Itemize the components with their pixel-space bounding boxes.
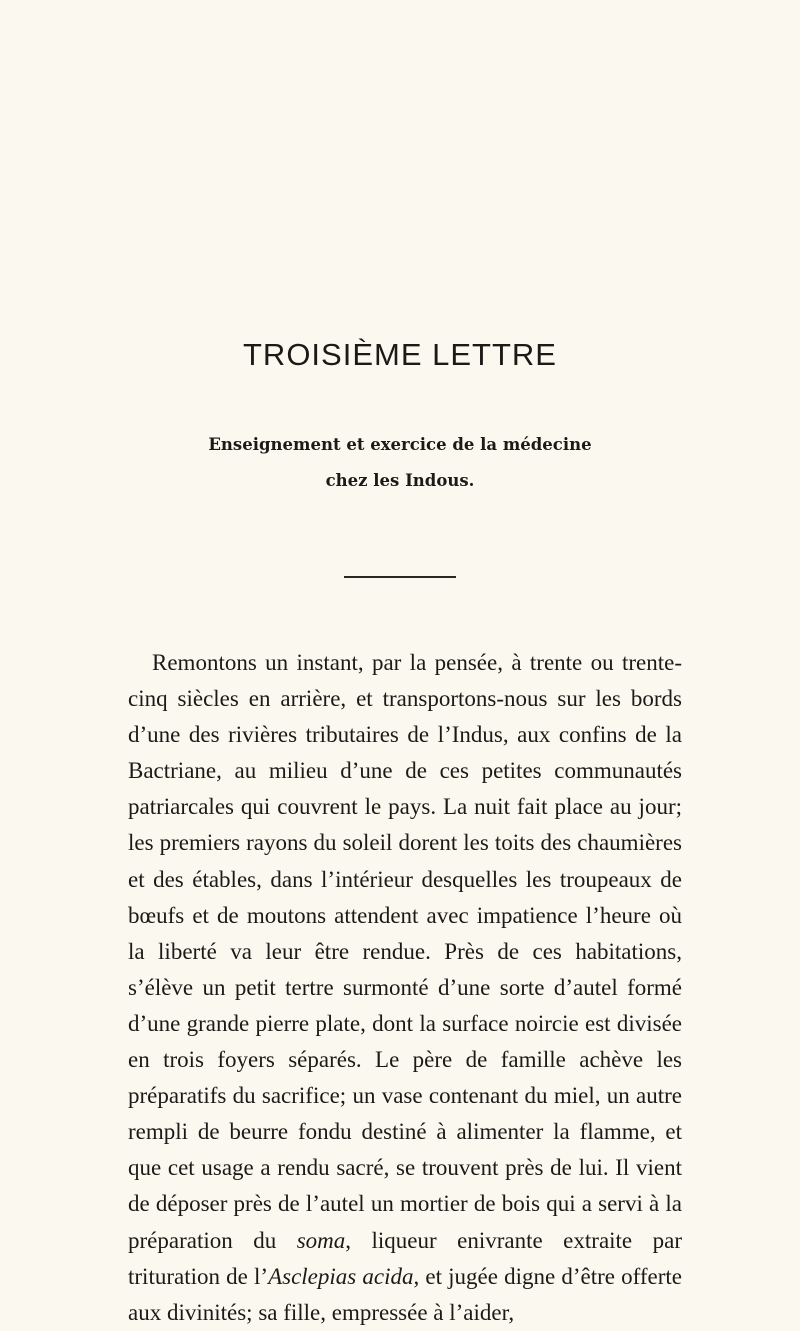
paragraph-text-part-1: Remontons un instant, par la pensée, à trente ou trente-cinq siècles en arrière, et transportons-nous sur les bords d’une des rivières tributaires de l’Indus, aux confins de la Bactriane, au milieu d’une de ces petites communautés patriarcales qui couvrent le pays. La nuit fait place au jour; les premiers rayons du soleil dorent les toits des chaumières et des étables, dans l’intérieur desquelles les troupeaux de bœufs et de moutons attendent avec impatience l’heure où la liberté va leur être rendue. Près de ces habitations, s’élève un petit tertre surmonté d’une sorte d’autel formé d’une grande pierre plate, dont la surface noircie est divisée en trois foyers séparés. Le père de famille achève les préparatifs du sacrifice; un vase contenant du miel, un autre rempli de beurre fondu destiné à alimenter la flamme, et que cet usage a rendu sacré, se trouvent près de lui. Il vient de déposer près de l’autel un mortier de bois qui a servi à la préparation du <box>128 650 682 1253</box>
paragraph-text-part-2: , liqueur enivrante extraite par trituration de l’ <box>128 1227 682 1289</box>
subtitle-line-1: Enseignement et exercice de la médecine <box>208 435 592 454</box>
paragraph-italic-asclepias: Asclepias acida <box>268 1263 414 1289</box>
chapter-title: TROISIÈME LETTRE <box>243 337 557 372</box>
paragraph-italic-soma: soma <box>296 1227 346 1253</box>
section-divider <box>344 576 456 578</box>
paragraph-text-part-3: , et jugée digne d’être offerte aux divinités; sa fille, empressée à l’aider, <box>128 1263 682 1325</box>
body-paragraph <box>128 645 682 1331</box>
chapter-subtitle <box>0 427 800 499</box>
subtitle-line-2: chez les Indous. <box>325 471 475 490</box>
